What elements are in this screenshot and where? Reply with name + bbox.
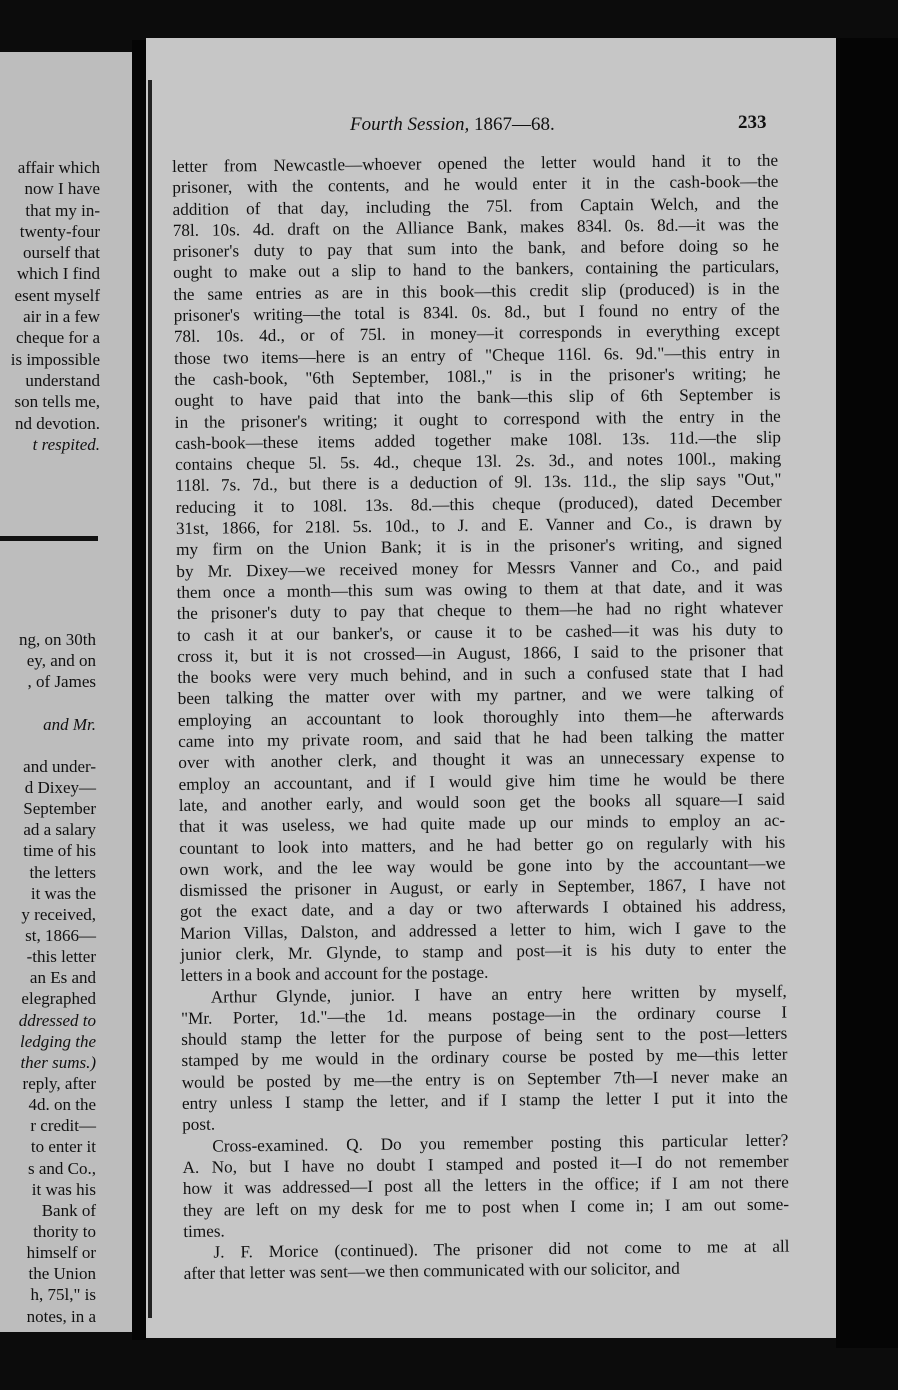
body-line: dismissed the prisoner in August, or early in September, 1867, I have not (179, 874, 786, 901)
body-line: the cash-book, "6th September, 108l.," is in the prisoner's writing; he (174, 363, 781, 389)
facing-page-line: time of his (23, 841, 96, 861)
facing-page-line: the Union (28, 1264, 96, 1284)
facing-page-line: y received, (21, 904, 96, 924)
body-line: that it was useless, we had quite made up our minds to employ an ac- (178, 810, 786, 837)
facing-page-line: air in a few (23, 307, 100, 327)
body-line: stamped by me would in the ordinary course be posted by me—this letter (181, 1045, 788, 1071)
body-line: own work, and the lee way would be gone into by the accountant—we (179, 853, 786, 879)
body-line: been talking the matter over with my partner, and we were talking of (177, 683, 784, 709)
body-line: those two items—here is an entry of "Cheque 116l. 6s. 9d."—this entry in (174, 342, 781, 368)
facing-page-text-bottom (0, 629, 96, 1327)
body-line: cross it, but it is not crossed—in August, 1866, I said to the prisoner that (177, 640, 784, 666)
body-line: prisoner, with the contents, and he would enter it in the cash-book—the (172, 171, 779, 198)
body-line: countant to look into matters, and he had better go on regularly with his (179, 832, 786, 858)
facing-page-line: reply, after (22, 1073, 96, 1093)
book-gutter (132, 40, 146, 1340)
facing-page-line: September (23, 799, 96, 819)
body-line: the prisoner's duty to pay that cheque to them—he had no right whatever (176, 597, 783, 624)
facing-page-line: son tells me, (14, 392, 100, 412)
facing-page-line: notes, in a (26, 1306, 96, 1326)
facing-page-line: nd devotion. (15, 413, 100, 433)
facing-page-line: d Dixey— (24, 777, 96, 797)
facing-page-line: it was the (30, 883, 96, 903)
facing-page-line: elegraphed (21, 989, 96, 1009)
body-line: ought to have paid that into the bank—this slip of 6th September is (174, 384, 781, 411)
page-number: 233 (738, 112, 767, 133)
body-line: Arthur Glynde, junior. I have an entry here written by myself, (210, 981, 787, 1007)
facing-page-line: twenty-four (19, 221, 100, 241)
body-line: should stamp the letter for the purpose of being sent to the post—letters (181, 1023, 788, 1050)
facing-page-line: s and Co., (28, 1158, 96, 1178)
facing-page-line: which I find (16, 264, 100, 284)
body-line: 31st, 1866, for 218l. 5s. 10d., to J. and E. Vanner and Co., is drawn by (175, 512, 782, 539)
facing-page-line: ey, and on (26, 651, 96, 671)
body-line: the books were very much behind, and in such a confused state that I had (177, 661, 784, 688)
facing-page-line: t respited. (32, 434, 100, 454)
facing-page-line: st, 1866— (25, 925, 96, 945)
body-line: got the exact date, and a day or two afterwards I obtained his address, (179, 896, 786, 922)
body-line: 118l. 7s. 7d., but there is a deduction of 9l. 13s. 11d., the slip says "Out," (175, 470, 782, 496)
facing-page-line: cheque for a (15, 328, 100, 348)
body-line: they are left on my desk for me to post when I come in; I am out some- (182, 1194, 790, 1220)
body-line: Marion Villas, Dalston, and addressed a letter to him, wich I gave to the (180, 917, 787, 943)
facing-page-line (0, 735, 96, 756)
running-head (350, 114, 555, 136)
body-line: letter from Newcastle—whoever opened the letter would hand it to the (172, 150, 779, 176)
facing-page-line: h, 75l," is (30, 1285, 96, 1305)
facing-page-line: to enter it (30, 1137, 96, 1157)
facing-page-line: is impossible (10, 349, 100, 369)
facing-page-line: -this letter (26, 947, 96, 967)
body-line: came into my private room, and said that he had been talking the matter (178, 725, 785, 751)
facing-page-line: 4d. on the (28, 1095, 96, 1115)
facing-page-line: an Es and (29, 968, 96, 988)
body-line: A. No, but I have no doubt I stamped and posted it—I do not remember (182, 1151, 789, 1177)
page-edge-shadow (836, 38, 898, 1348)
body-line: 78l. 10s. 4d., or of 75l. in money—it corresponds in everything except (173, 321, 780, 347)
body-line: after that letter was sent—we then communicated with our solicitor, and (183, 1259, 680, 1284)
body-line: addition of that day, including the 75l. from Captain Welch, and the (172, 193, 779, 219)
body-line: by Mr. Dixey—we received money for Messrs Vanner and Co., and paid (176, 555, 783, 581)
body-line: junior clerk, Mr. Glynde, to stamp and post—it is his duty to enter the (180, 938, 787, 964)
session-years: 1867—68. (474, 114, 555, 135)
body-line: post. (182, 1114, 216, 1135)
facing-page-line: , of James (27, 672, 96, 692)
body-line: employ an accountant, and if I would give him time he would be there (178, 768, 785, 794)
body-text (172, 150, 790, 1285)
facing-page-line: r credit— (30, 1116, 96, 1136)
body-line: times. (183, 1221, 225, 1241)
body-line: would be posted by me—the entry is on September 7th—I never make an (181, 1066, 788, 1092)
body-line: prisoner's writing—the total is 834l. 0s. 8d., but I found no entry of the (173, 299, 780, 326)
facing-page-line: it was his (31, 1179, 96, 1199)
body-line: contains cheque 5l. 5s. 4d., cheque 13l. 2s. 3d., and notes 100l., making (175, 448, 782, 475)
body-line: the same entries as are in this book—this credit slip (produced) is in the (173, 278, 780, 304)
body-line: Cross-examined. Q. Do you remember posting this particular letter? (212, 1130, 789, 1156)
facing-page-line: ther sums.) (20, 1052, 96, 1072)
facing-page-line: affair which (17, 158, 100, 177)
body-line: to cash it at our banker's, or cause it to be cashed—it was his duty to (176, 619, 784, 645)
section-rule (0, 536, 98, 541)
facing-page-line: ddressed to (18, 1010, 96, 1030)
body-line: "Mr. Porter, 1d."—the 1d. means postage—in the ordinary course I (180, 1002, 788, 1028)
body-line: prisoner's duty to pay that sum into the bank, and before doing so he (172, 235, 780, 262)
facing-page-line: ledging the (19, 1031, 96, 1051)
body-line: in the prisoner's writing; it ought to correspond with the entry in the (174, 406, 781, 432)
facing-page-line: ourself that (23, 243, 100, 263)
body-line: entry unless I stamp the letter, and if I stamp the letter I put it into the (181, 1087, 788, 1114)
body-line: late, and another early, and would soon get the books all square—I said (178, 789, 785, 815)
facing-page-line: that my in- (25, 200, 100, 220)
facing-page (0, 52, 132, 1332)
facing-page-line: now I have (24, 179, 100, 199)
facing-page-line: ng, on 30th (19, 630, 96, 649)
facing-page-line: Bank of (41, 1200, 96, 1220)
body-line: how it was addressed—I post all the letters in the office; if I am not there (182, 1172, 789, 1199)
facing-page-line: esent myself (14, 285, 100, 305)
facing-page-text-top (0, 157, 100, 455)
facing-page-line: and Mr. (43, 714, 96, 734)
body-line: employing an accountant to look thoroughly into them—he afterwards (177, 704, 784, 730)
body-line: over with another clerk, and thought it was an unnecessary expense to (178, 746, 785, 773)
body-line: reducing it to 108l. 13s. 8d.—this cheque (produced), dated December (175, 491, 782, 517)
body-line: my firm on the Union Bank; it is in the prisoner's writing, and signed (176, 533, 783, 560)
facing-page-line (0, 692, 96, 713)
body-line: 78l. 10s. 4d. draft on the Alliance Bank, makes 834l. 0s. 8d.—it was the (172, 214, 779, 240)
body-line: J. F. Morice (continued). The prisoner did not come to me at all (213, 1236, 790, 1262)
facing-page-line: thority to (33, 1221, 96, 1241)
body-line: ought to make out a slip to hand to the bankers, containing the particulars, (173, 257, 780, 283)
body-line: them once a month—this sum was owing to them at that date, and it was (176, 576, 783, 602)
facing-page-line: understand (25, 370, 100, 390)
session-title: Fourth Session, (350, 114, 470, 135)
body-line: cash-book—these items added together make 108l. 13s. 11d.—the slip (174, 427, 782, 453)
facing-page-line: and under- (23, 756, 96, 776)
page-border-line (148, 80, 152, 1318)
body-line: letters in a book and account for the postage. (180, 963, 489, 986)
facing-page-line: the letters (29, 862, 96, 882)
facing-page-line: himself or (26, 1243, 96, 1263)
facing-page-line: ad a salary (23, 820, 96, 840)
